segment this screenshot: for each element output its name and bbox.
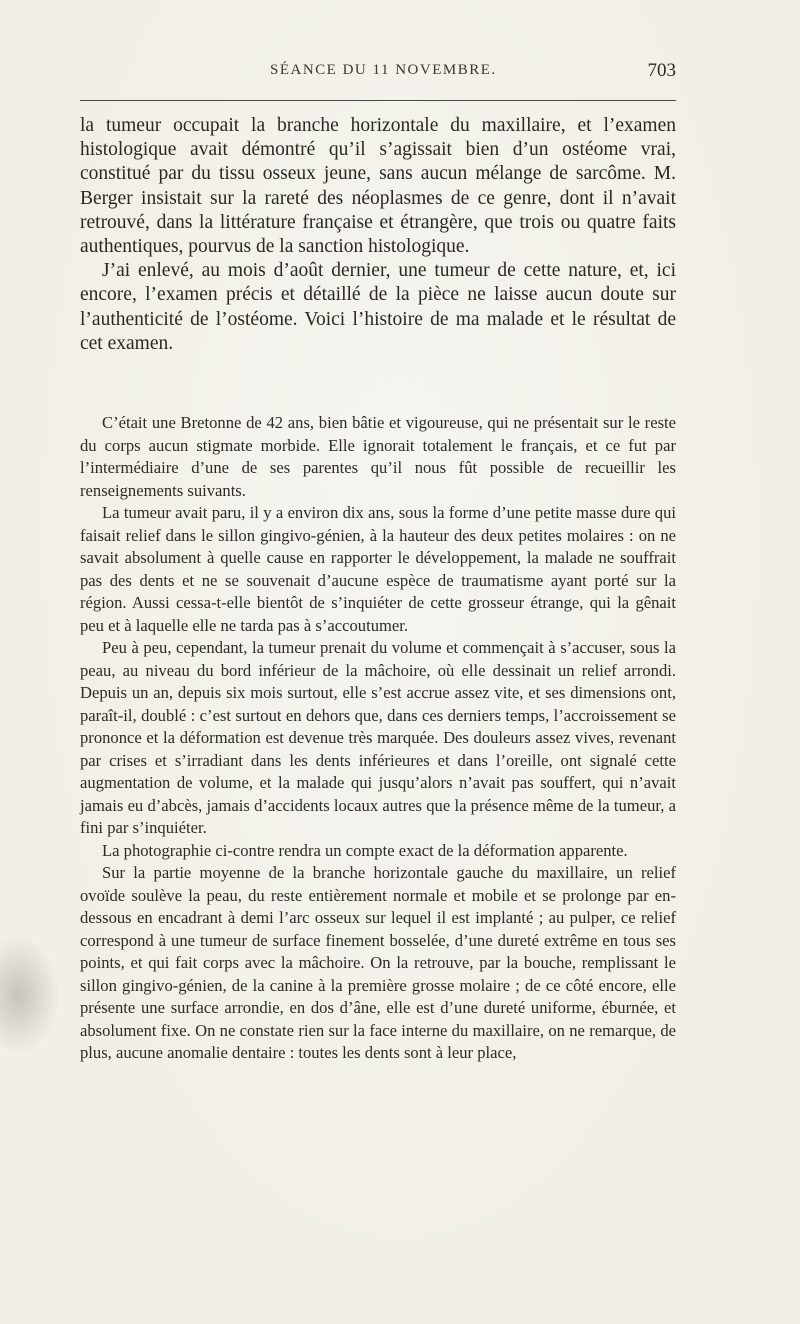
intro-text [80,114,676,356]
page-header [80,62,676,90]
intro-paragraph: J’ai enlevé, au mois d’août dernier, une tumeur de cette nature, et, ici encore, l’examen précis et détaillé de la pièce ne laisse aucun doute sur l’authenticité de l’ostéome. Voici l’histoire de ma malade et le résultat de cet examen. [80,260,676,354]
observation-paragraph: La tumeur avait paru, il y a environ dix ans, sous la forme d’une petite masse dure qui faisait relief dans le sillon gingivo-génien, à la hauteur des deux petites molaires : on ne savait absolument à quelle cause en rapporter le développement, la malade ne souffrait pas des dents et ne se souvenait d’aucune espèce de traumatisme ayant porté sur la région. Aussi cessa-t-elle bientôt de s’inquiéter de cette grosseur étrange, qui la gênait peu et à laquelle elle ne tarda pas à s’accoutumer. [80,503,676,635]
observation-paragraph: Sur la partie moyenne de la branche horizontale gauche du maxillaire, un relief ovoïde soulève la peau, du reste entièrement normale et mobile et se prolonge par en-dessous en encadrant à demi l’arc osseux sur lequel il est implanté ; au pulper, ce relief correspond à une tumeur de surface finement bosselée, d’une dureté extrême en tous ses points, et qui fait corps avec la mâchoire. On la retrouve, par la bouche, remplissant le sillon gingivo-génien, de la canine à la première grosse molaire ; de ce côté encore, elle présente une surface arrondie, en dos d’âne, elle est d’une dureté uniforme, éburnée, et absolument fixe. On ne constate rien sur la face interne du maxillaire, on ne remarque, de plus, aucune anomalie dentaire : toutes les dents sont à leur place, [80,863,676,1062]
header-rule [80,100,676,101]
scan-stain [0,935,60,1055]
page-number: 703 [647,60,676,81]
observation-paragraph: C’était une Bretonne de 42 ans, bien bâtie et vigoureuse, qui ne présentait sur le reste du corps aucun stigmate morbide. Elle ignorait totalement le français, et ce fut par l’intermédiaire d’une de ses parentes qu’il nous fût possible de recueillir les renseignements suivants. [80,413,676,500]
observation-text [80,412,676,1065]
intro-paragraph: la tumeur occupait la branche horizontale du maxillaire, et l’examen histologique avait démontré qu’il s’agissait bien d’un ostéome vrai, constitué par du tissu osseux jeune, sans aucun mélange de sarcôme. M. Berger insistait sur la rareté des néoplasmes de ce genre, dont il n’avait retrouvé, dans la littérature française et étrangère, que trois ou quatre faits authentiques, pourvus de la sanction histologique. [80,115,676,258]
observation-paragraph: Peu à peu, cependant, la tumeur prenait du volume et commençait à s’accuser, sous la peau, au niveau du bord inférieur de la mâchoire, où elle dessinait un relief arrondi. Depuis un an, depuis six mois surtout, elle s’est accrue assez vite, et ses dimensions ont, paraît-il, doublé : c’est surtout en dehors que, dans ces derniers temps, l’accroissement se prononce et la déformation est devenue très marquée. Des douleurs assez vives, revenant par crises et s’irradiant dans les dents inférieures et dans l’oreille, ont signalé cette augmentation de volume, et la malade qui jusqu’alors n’avait pas souffert, qui n’avait jamais eu d’abcès, jamais d’accidents locaux autres que la présence même de la tumeur, a fini par s’inquiéter. [80,638,676,837]
running-title: SÉANCE DU 11 NOVEMBRE. [270,62,497,78]
observation-paragraph: La photographie ci-contre rendra un compte exact de la déformation apparente. [102,840,628,860]
